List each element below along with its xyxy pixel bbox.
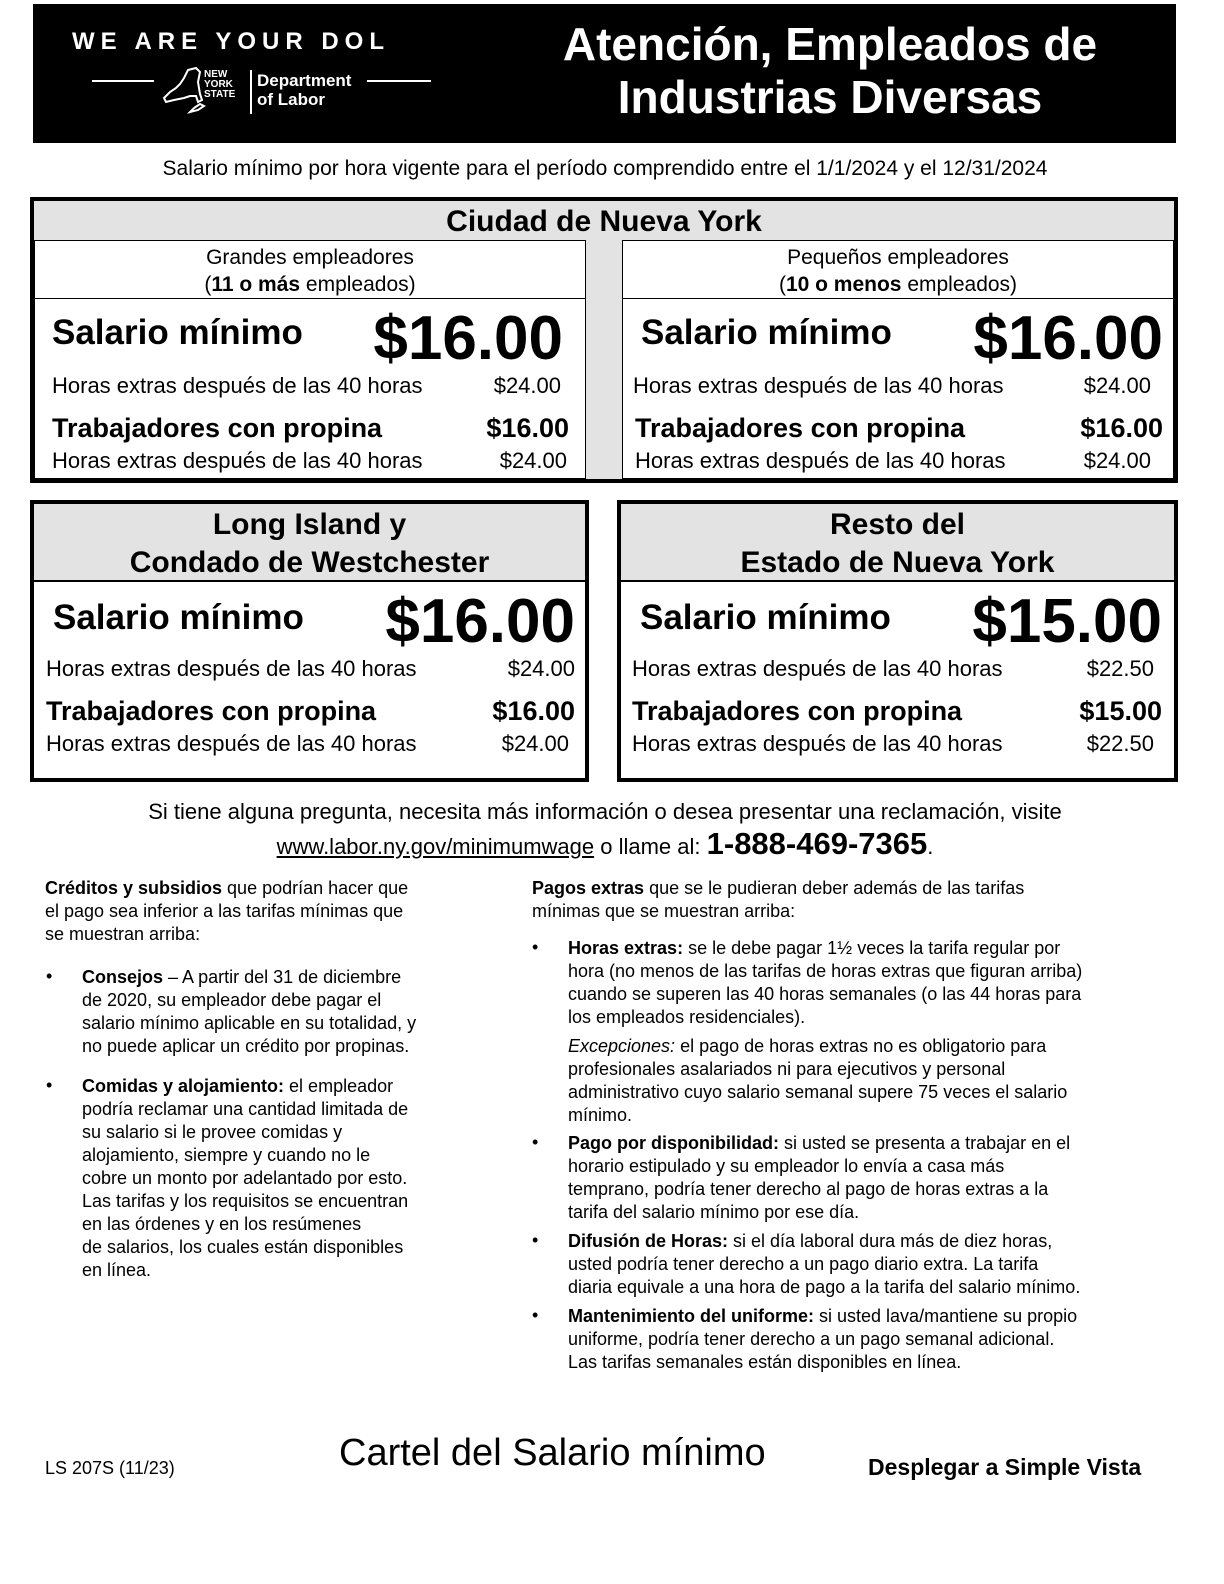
bullet: •: [46, 966, 53, 986]
tipped-label: Trabajadores con propina: [632, 696, 963, 726]
section-title: [34, 504, 585, 582]
overtime-value: $22.50: [1086, 656, 1154, 681]
tipped-overtime-value: $22.50: [1086, 731, 1154, 756]
rest-of-state-section: [617, 500, 1178, 782]
call-in-pay-item: Pago por disponibilidad: si usted se presenta a trabajar en el horario estipulado y su empleador lo envía a casa más temprano, podría tener derecho al pago de horas extras a la tarifa del salario mínimo por ese día.: [568, 1133, 1071, 1222]
tipped-value: $16.00: [492, 696, 575, 726]
bullet: •: [46, 1075, 53, 1095]
tipped-value: $16.00: [1080, 413, 1163, 443]
min-wage-label: Salario mínimo: [53, 598, 304, 637]
tipped-overtime-value: $24.00: [499, 448, 567, 473]
department-name: Department of Labor: [257, 71, 352, 109]
uniform-maintenance-item: Mantenimiento del uniforme: si usted lava/mantiene su propio uniforme, podría tener derecho a un pago semanal adicional. Las tarifas semanales están disponibles en línea.: [568, 1306, 1078, 1372]
tipped-label: Trabajadores con propina: [46, 696, 377, 726]
nyc-section: [30, 197, 1178, 483]
tipped-overtime-label: Horas extras después de las 40 horas: [52, 448, 423, 473]
tipped-value: $16.00: [486, 413, 569, 443]
call-text: o llame al:: [594, 834, 707, 859]
large-employers-header: [34, 240, 586, 299]
long-island-section: [30, 500, 589, 782]
title-line: Atención, Empleados de: [562, 18, 1098, 70]
effective-period: Salario mínimo por hora vigente para el período comprendido entre el 1/1/2024 y el 12/31/2024: [162, 157, 1048, 180]
phone-number[interactable]: 1-888-469-7365: [706, 826, 928, 861]
slogan: WE ARE YOUR DOL: [72, 28, 391, 55]
ny-state-map-icon: [160, 66, 206, 114]
title-line: Estado de Nueva York: [740, 546, 1055, 579]
bullet: •: [532, 1132, 539, 1152]
bullet: •: [532, 1305, 539, 1325]
bullet: •: [532, 937, 539, 957]
tips-item: Consejos – A partir del 31 de diciembre de 2020, su empleador debe pagar el salario mínimo aplicable en su totalidad, y no puede aplicar un crédito por propinas.: [82, 967, 417, 1056]
display-instruction: Desplegar a Simple Vista: [868, 1454, 1142, 1480]
tipped-overtime-value: $24.00: [501, 731, 569, 756]
contact-text: Si tiene alguna pregunta, necesita más información o desea presentar una reclamación, visite: [148, 799, 1062, 824]
employee-count: (11 o más empleados): [204, 273, 416, 296]
title-line: Condado de Westchester: [129, 546, 490, 579]
min-wage-label: Salario mínimo: [52, 313, 303, 352]
logo-separator: [250, 70, 252, 114]
bullet: •: [532, 1230, 539, 1250]
section-title: [621, 504, 1174, 582]
overtime-label: Horas extras después de las 40 horas: [52, 373, 423, 398]
overtime-value: $24.00: [507, 656, 575, 681]
min-wage-value: $15.00: [972, 587, 1162, 656]
meals-lodging-item: Comidas y alojamiento: el empleador podría reclamar una cantidad limitada de su salario si le provee comidas y alojamiento, siempre y cuando no le cobre un monto por adelantado por esto. Las tarifas y los requisitos se encuentran en las órdenes y en los resúmenes de salarios, los cuales están disponibles en línea.: [82, 1076, 409, 1280]
large-employers-rates: [34, 298, 586, 479]
punctuation: .: [927, 834, 934, 859]
tipped-value: $15.00: [1079, 696, 1162, 726]
employee-count: (10 o menos empleados): [778, 273, 1018, 296]
divider: [367, 80, 431, 82]
min-wage-label: Salario mínimo: [640, 598, 891, 637]
overtime-label: Horas extras después de las 40 horas: [632, 656, 1003, 681]
divider: [92, 80, 154, 82]
tipped-overtime-label: Horas extras después de las 40 horas: [46, 731, 417, 756]
title-line: Industrias Diversas: [617, 71, 1043, 123]
small-employers-header: [622, 240, 1174, 299]
poster-name: Cartel del Salario mínimo: [339, 1432, 766, 1474]
spread-of-hours-item: Difusión de Horas: si el día laboral dura más de diez horas, usted podría tener derecho a un pago diario extra. La tarifa diaria equivale a una hora de pago a la tarifa del salario mínimo.: [568, 1231, 1081, 1297]
tipped-label: Trabajadores con propina: [635, 413, 966, 443]
tipped-overtime-label: Horas extras después de las 40 horas: [632, 731, 1003, 756]
min-wage-value: $16.00: [973, 304, 1163, 373]
subsection-title: Pequeños empleadores: [787, 246, 1009, 269]
overtime-label: Horas extras después de las 40 horas: [46, 656, 417, 681]
overtime-label: Horas extras después de las 40 horas: [633, 373, 1004, 398]
credits-intro: Créditos y subsidios que podrían hacer que el pago sea inferior a las tarifas mínimas que se muestran arriba:: [45, 878, 409, 944]
tipped-overtime-value: $24.00: [1083, 448, 1151, 473]
contact-line: [0, 826, 1210, 862]
section-title: Ciudad de Nueva York: [446, 205, 762, 238]
small-employers-rates: [622, 298, 1174, 479]
subsection-title: Grandes empleadores: [206, 246, 414, 269]
title-line: Resto del: [829, 508, 966, 541]
state-wordmark: NEW YORK STATE: [204, 69, 236, 100]
website-link[interactable]: www.labor.ny.gov/minimumwage: [276, 834, 595, 859]
min-wage-value: $16.00: [373, 304, 563, 373]
poster-title: [510, 18, 1150, 124]
overtime-value: $24.00: [1083, 373, 1151, 398]
extra-pay-intro: Pagos extras que se le pudieran deber además de las tarifas mínimas que se muestran arriba:: [532, 878, 1025, 921]
tipped-label: Trabajadores con propina: [52, 413, 383, 443]
min-wage-value: $16.00: [385, 587, 575, 656]
overtime-item: Horas extras: se le debe pagar 1½ veces la tarifa regular por hora (no menos de las tarifas de horas extras que figuran arriba) cuando se superen las 40 horas semanales (o las 44 horas para los empleados residenciales). Excepciones: el pago de horas extras no es obligatorio para profesionales asalariados ni para ejecutivos y personal administrativo cuyo salario semanal supere 75 veces el salario mínimo.: [568, 938, 1083, 1125]
tipped-overtime-label: Horas extras después de las 40 horas: [635, 448, 1006, 473]
title-line: Long Island y: [212, 508, 407, 541]
overtime-value: $24.00: [493, 373, 561, 398]
min-wage-label: Salario mínimo: [641, 313, 892, 352]
form-number: LS 207S (11/23): [45, 1458, 175, 1478]
